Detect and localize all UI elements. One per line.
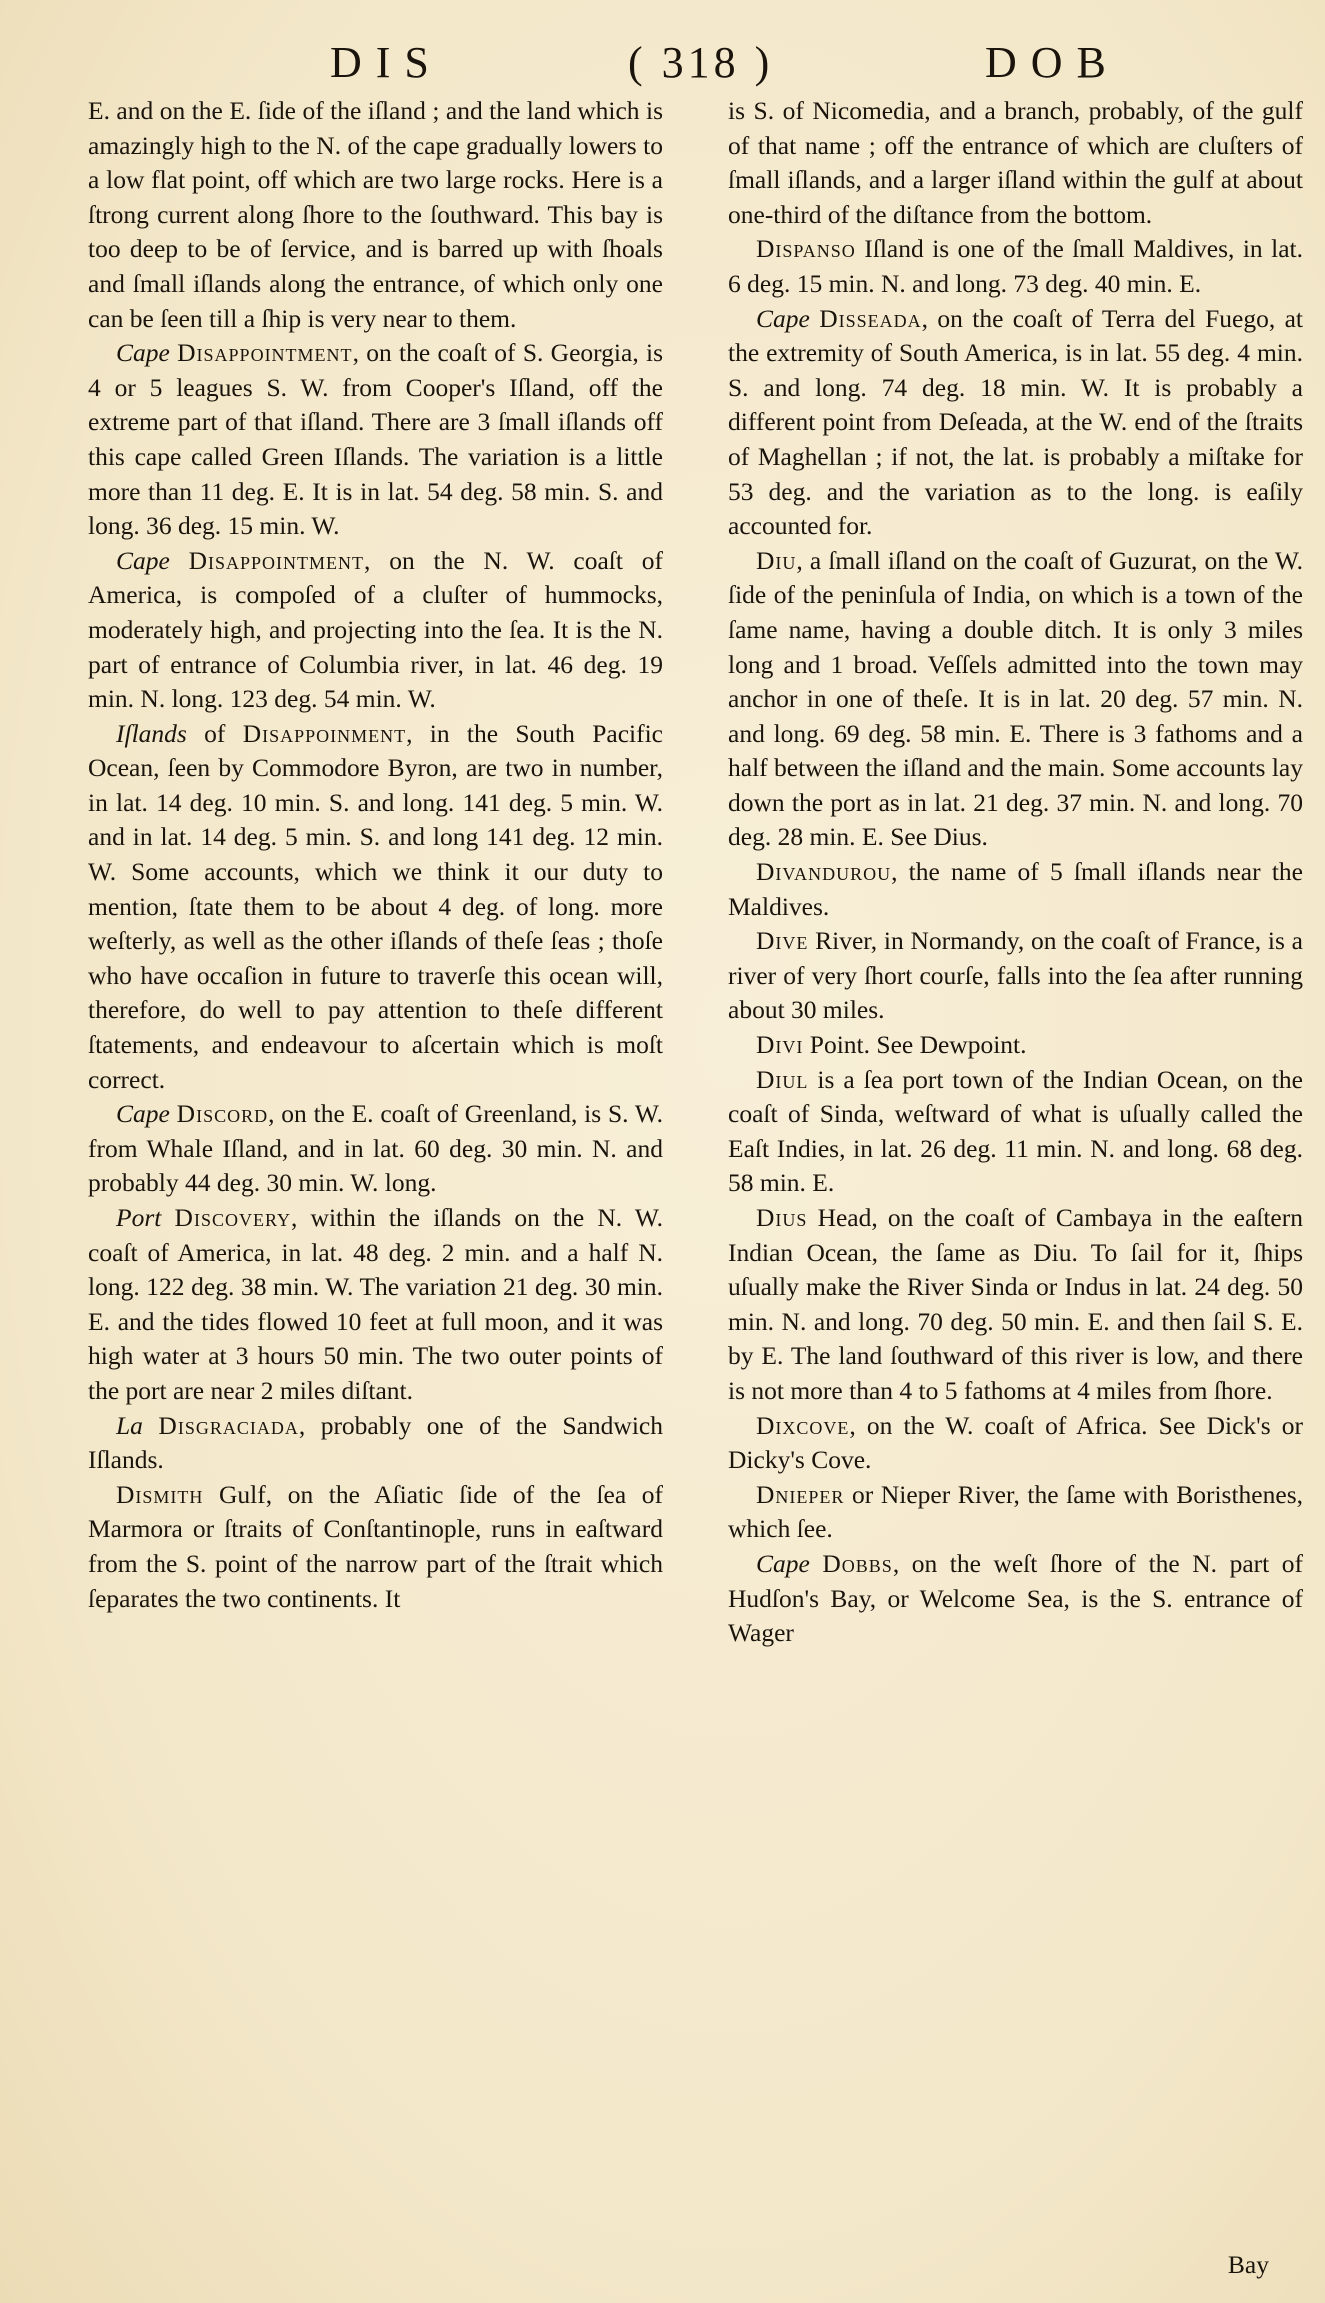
- entry-prefix: Cape: [116, 1099, 170, 1129]
- entry-headword: Disappointment: [177, 338, 353, 368]
- gazetteer-entry: [728, 924, 1303, 1028]
- entry-prefix: Iſlands: [116, 718, 187, 748]
- gazetteer-entry: [88, 336, 663, 544]
- entry-text: Iſland is one of the ſmall Maldives, in lat. 6 deg. 15 min. N. and long. 73 deg. 40 min. E.: [728, 234, 1303, 298]
- gazetteer-entry: [728, 1478, 1303, 1547]
- gazetteer-entry: [728, 232, 1303, 301]
- entry-headword: Dnieper: [756, 1479, 845, 1509]
- entry-headword: Discovery: [174, 1203, 291, 1232]
- gazetteer-entry: [728, 1063, 1303, 1201]
- entry-text: is S. of Nicomedia, and a branch, probably, of the gulf of that name ; off the entrance of which are cluſters of ſmall iſlands, and a larger iſland within the gulf at about one-third of the diſtance from the bottom.: [728, 96, 1303, 229]
- entry-headword: Diul: [756, 1064, 809, 1094]
- entry-text: E. and on the E. ſide of the iſland ; and the land which is amazingly high to the N. of the cape gradually lowers to a low flat point, off which are two large rocks. Here is a ſtrong current along ſhore to the ſouthward. This bay is too deep to be of ſervice, and is barred up with ſhoals and ſmall iſlands along the entrance, of which only one can be ſeen till a ſhip is very near to them.: [88, 96, 663, 333]
- gazetteer-entry: [88, 1201, 663, 1409]
- page-number: ( 318 ): [628, 38, 774, 87]
- gazetteer-entry: [728, 1547, 1303, 1651]
- entry-text: Head, on the coaſt of Cambaya in the eaſtern Indian Ocean, the ſame as Diu. To ſail for it, ſhips uſually make the River Sinda or Indus in lat. 24 deg. 50 min. N. and long. 70 deg. 50 min. E. and then ſail S. E. by E. The land ſouthward of this river is low, and there is not more than 4 to 5 fathoms at 4 miles from ſhore.: [728, 1203, 1303, 1405]
- entry-text: , the name of 5 ſmall iſlands near the Maldives.: [728, 857, 1303, 921]
- entry-text: , within the iſlands on the N. W. coaſt of America, in lat. 48 deg. 2 min. and a half N. long. 122 deg. 38 min. W. The variation 21 deg. 30 min. E. and the tides flowed 10 feet at full moon, and it was high water at 3 hours 50 min. The two outer points of the port are near 2 miles diſtant.: [88, 1203, 663, 1405]
- header-right-word: DOB: [985, 38, 1120, 87]
- gazetteer-entry: [728, 544, 1303, 855]
- entry-prefix: La: [116, 1410, 143, 1440]
- entry-text: or Nieper River, the ſame with Boristhenes, which ſee.: [728, 1479, 1303, 1544]
- gazetteer-entry: [728, 1409, 1303, 1478]
- entry-prefix: Cape: [116, 545, 170, 575]
- entry-headword: Dismith: [116, 1479, 204, 1509]
- entry-headword: Dive: [756, 926, 809, 956]
- gazetteer-entry: [728, 855, 1303, 924]
- entry-headword: Dobbs: [822, 1548, 893, 1578]
- entry-text: , in the South Pacific Ocean, ſeen by Commodore Byron, are two in number, in lat. 14 deg. 10 min. S. and long. 141 deg. 5 min. W. and in lat. 14 deg. 5 min. S. and long 141 deg. 12 min. W. Some accounts, which we think it our duty to mention, ſtate them to be about 4 deg. of long. more weſterly, as well as the other iſlands of theſe ſeas ; thoſe who have occaſion in future to traverſe this ocean will, therefore, do well to pay attention to theſe different ſtatements, and endeavour to aſcertain which is moſt correct.: [88, 718, 663, 1094]
- entry-text: , a ſmall iſland on the coaſt of Guzurat, on the W. ſide of the peninſula of India, on which is a town of the ſame name, having a double ditch. It is only 3 miles long and 1 broad. Veſſels admitted into the town may anchor in one of theſe. It is in lat. 20 deg. 57 min. N. and long. 69 deg. 58 min. E. There is 3 fathoms and a half between the iſland and the main. Some accounts lay down the port as in lat. 21 deg. 37 min. N. and long. 70 deg. 28 min. E. See Dius.: [728, 545, 1303, 852]
- entry-text: , on the N. W. coaſt of America, is compoſed of a cluſter of hummocks, moderately high, and projecting into the ſea. It is the N. part of entrance of Columbia river, in lat. 46 deg. 19 min. N. long. 123 deg. 54 min. W.: [88, 545, 663, 714]
- running-head: [0, 28, 1325, 98]
- entry-prefix: Cape: [756, 303, 810, 333]
- gazetteer-entry: [88, 717, 663, 1098]
- entry-prefix: Cape: [116, 338, 170, 368]
- entry-text: River, in Normandy, on the coaſt of France, is a river of very ſhort courſe, falls into the ſea after running about 30 miles.: [728, 926, 1303, 1025]
- gazetteer-entry: [728, 1201, 1303, 1409]
- entry-text: , on the W. coaſt of Africa. See Dick's or Dicky's Cove.: [728, 1410, 1303, 1475]
- entry-connector: of: [204, 718, 226, 748]
- gazetteer-entry: [88, 544, 663, 717]
- entry-headword: Disappoinment: [242, 718, 407, 748]
- entry-headword: Dixcove: [756, 1410, 850, 1440]
- entry-headword: Diu: [756, 545, 797, 575]
- entry-text: , on the coaſt of S. Georgia, is 4 or 5 leagues S. W. from Cooper's Iſland, off the extreme part of that iſland. There are 3 ſmall iſlands off this cape called Green Iſlands. The variation is a little more than 11 deg. E. It is in lat. 54 deg. 58 min. S. and long. 36 deg. 15 min. W.: [88, 338, 663, 541]
- gazetteer-entry: [88, 1478, 663, 1616]
- entry-headword: Divandurou: [756, 857, 892, 887]
- entry-headword: Divi: [756, 1030, 804, 1060]
- entry-headword: Discord: [176, 1099, 269, 1129]
- entry-text: , probably one of the Sandwich Iſlands.: [88, 1410, 663, 1475]
- entry-text: , on the coaſt of Terra del Fuego, at the extremity of South America, is in lat. 55 deg. 4 min. S. and long. 74 deg. 18 min. W. It is probably a different point from Deſeada, at the W. end of the ſtraits of Maghellan ; if not, the lat. is probably a miſtake for 53 deg. and the variation as to the long. is eaſily accounted for.: [728, 303, 1303, 541]
- left-column: [88, 94, 663, 2284]
- gazetteer-entry: [88, 1097, 663, 1201]
- gazetteer-entry: [88, 1409, 663, 1478]
- entry-text: , on the E. coaſt of Greenland, is S. W. from Whale Iſland, and in lat. 60 deg. 30 min. N. and probably 44 deg. 30 min. W. long.: [88, 1099, 663, 1198]
- entry-headword: Dispanso: [756, 234, 856, 264]
- entry-text: Gulf, on the Aſiatic ſide of the ſea of Marmora or ſtraits of Conſtantinople, runs in eaſtward from the S. point of the narrow part of the ſtrait which ſeparates the two continents. It: [88, 1479, 663, 1613]
- entry-headword: Dius: [756, 1203, 808, 1232]
- right-column: [728, 94, 1303, 2284]
- entry-headword: Disgraciada: [158, 1410, 299, 1440]
- entry-text: , on the weſt ſhore of the N. part of Hudſon's Bay, or Welcome Sea, is the S. entrance of Wager: [728, 1548, 1303, 1648]
- header-left-word: DIS: [330, 38, 443, 87]
- entry-prefix: Cape: [756, 1548, 810, 1578]
- entry-text: is a ſea port town of the Indian Ocean, on the coaſt of Sinda, weſtward of what is uſually called the Eaſt Indies, in lat. 26 deg. 11 min. N. and long. 68 deg. 58 min. E.: [728, 1064, 1303, 1198]
- entry-prefix: Port: [116, 1203, 162, 1232]
- entry-headword: Disappointment: [188, 545, 365, 575]
- entry-headword: Disseada: [819, 303, 922, 333]
- catchword: Bay: [1227, 2250, 1269, 2279]
- gazetteer-entry: [728, 302, 1303, 544]
- entry-text: Point. See Dewpoint.: [803, 1030, 1027, 1060]
- gazetteer-entry: [728, 1028, 1303, 1063]
